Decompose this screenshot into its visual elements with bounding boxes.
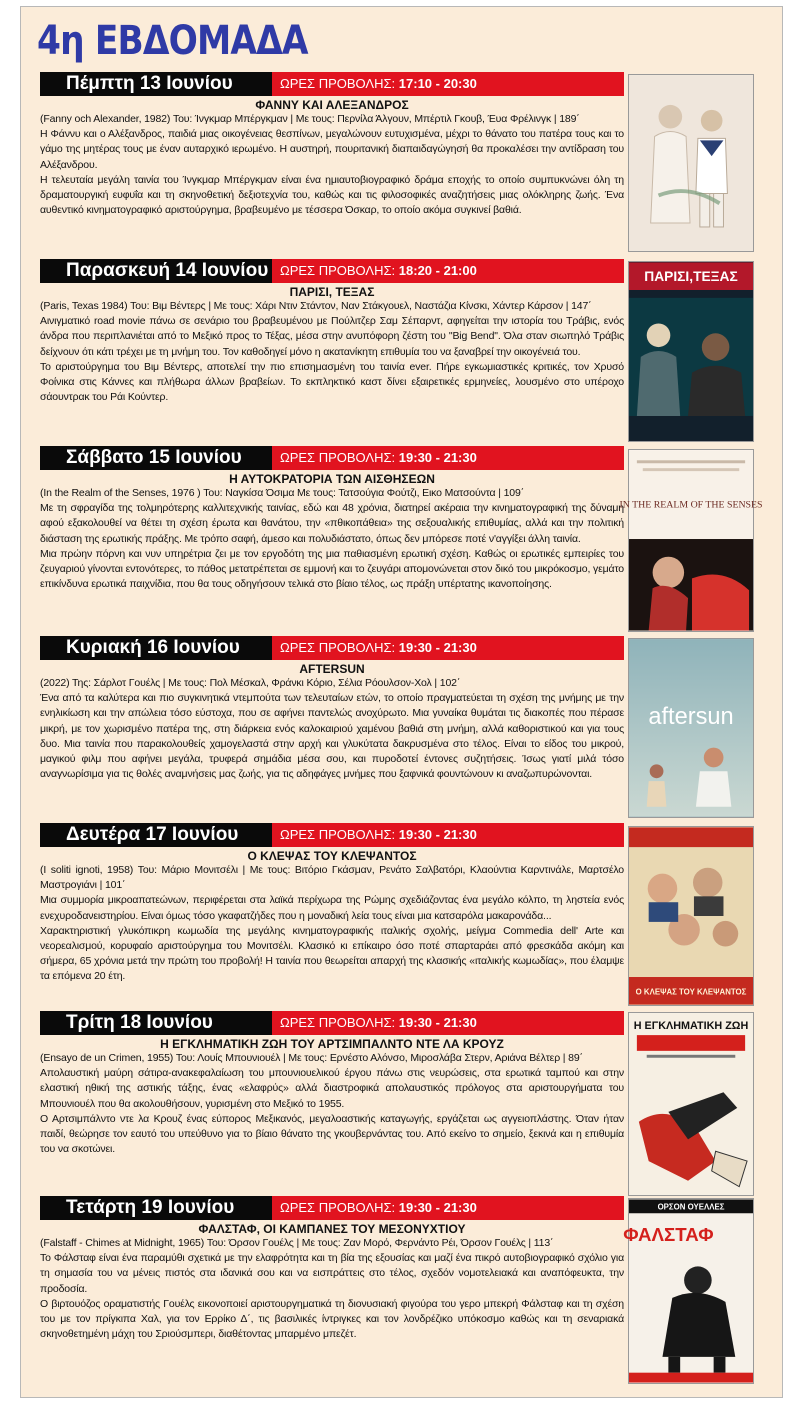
entry-header xyxy=(40,259,624,283)
film-synopsis: Αινιγματικό road movie πάνω σε σενάριο του βραβευμένου με Πούλιτζερ Σαμ Σέπαρντ, αφηγείται την ιστορία του Τράβις, ενός άνδρα που περιπλανιέται από το Μεξικό προς το Τέξας, μέσα στην ανυπόφορη ζέστη του "Big Bend". Όλα σταν σιωπηλό Τράβις δείχνουν ότι κάτι τρέχει με τη μνήμη του. Τον καθοδηγεί μόνο η ακατανίκητη επιθυμία του να ξαναβρεί την οικογένειά του. xyxy=(40,315,624,358)
screening-times xyxy=(272,72,624,96)
screening-day: Τρίτη 18 Ιουνίου xyxy=(40,1011,272,1035)
times-label: ΩΡΕΣ ΠΡΟΒΟΛΗΣ: xyxy=(280,827,396,842)
times-value: 17:10 - 20:30 xyxy=(398,76,477,91)
poster-title: IN THE REALM OF THE SENSES xyxy=(619,499,763,511)
entry-header xyxy=(40,72,624,96)
film-title: Ο ΚΛΕΨΑΣ ΤΟΥ ΚΛΕΨΑΝΤΟΣ xyxy=(247,849,417,863)
times-label: ΩΡΕΣ ΠΡΟΒΟΛΗΣ: xyxy=(280,76,396,91)
film-review: Το αριστούργημα του Βιμ Βέντερς, αποτελεί την πιο επισημασμένη του ταινία ever. Πήρε εγκωμιαστικές κριτικές, τον Χρυσό Φοίνικα στις Κάννες και πλήθωρα άλλων βραβείων. Το εκπληκτικό καστ δίνει εξαιρετικές ερμηνείες, λουσμένο στο υπέροχο σάουντρακ του Ράι Κούντερ. xyxy=(40,360,624,404)
screening-times xyxy=(272,446,624,470)
soliti-ignoti-poster xyxy=(628,826,754,1006)
screening-entry xyxy=(40,446,624,592)
screening-day: Πέμπτη 13 Ιουνίου xyxy=(40,72,272,96)
film-synopsis: Μια συμμορία μικροαπατεώνων, περιφέρεται στα λαϊκά περίχωρα της Ρώμης σχεδιάζοντας ένα μεγάλο κόλπο, τη ληστεία ενός ενεχυροδανειστηρίου. Είναι όμως τόσο γκαφατζήδες που η μοναδική λεία τους είναι μια κατσαρόλα μακαρονάδα... xyxy=(40,894,624,922)
paris-texas-poster xyxy=(628,261,754,442)
film-credits: (Paris, Texas 1984) Του: Βιμ Βέντερς | Με τους: Χάρι Ντιν Στάντον, Ναν Στάκγουελ, Ναστάζια Κίνσκι, Χάντερ Κάρσον | 147΄ xyxy=(40,300,592,312)
screening-entry xyxy=(40,259,624,405)
screening-entry xyxy=(40,1011,624,1157)
film-synopsis: Η Φάννυ και ο Αλέξανδρος, παιδιά μιας οικογένειας θεσπίνων, μεγαλώνουν ευτυχισμένα, μέχρι το θάνατο του πατέρα τους και το γάμο της μητέρας τους με έναν αυταρχικό ιερωμένο. Η αυστηρή, πουριτανική διαπαιδαγώγησή θα προκαλέσει την αντίδραση του Αλέξανδρου. xyxy=(40,128,624,171)
film-synopsis: Ένα από τα καλύτερα και πιο συγκινητικά ντεμπούτα των τελευταίων ετών, το οποίο πραγματεύεται τη σχέση της μνήμης με την ενηλικίωση και την απώλεια τόσο εύστοχα, που σε αφήνει παντελώς ανοχύρωτο. Μια γυναίκα θυμάται τις διακοπές που πέρασε μικρή, με τον χωρισμένο πατέρα της, στη διάρκεια ενός καλοκαιριού χαμένου βαθιά στη μνήμη, αλλά καθοριστικού και για τους δυο. Μια ταινία που παρακολουθείς χαμογελαστά στην αρχή και γλυκύτατα δακρυσμένα στο τέλος. Είναι το είδος του μικρού, μαγικού φιλμ που αφήνει μεγάλα, τρυφερά σημάδια μέσα σου, και πυροδοτεί έντονες συζητήσεις. Ίσως γιατί μιλά τόσο αναγνωρίσιμα για τις θολές αναμνήσεις μας ζωής, για τις αδηφάγες μνήμες που ξαφνικά φουντώνουν κι αναζωπυρώνονται. xyxy=(40,692,624,781)
film-credits: (Falstaff - Chimes at Midnight, 1965) Του: Όρσον Γουέλς | Με τους: Ζαν Μορό, Φερνάντο Ρέι, Όρσον Γουέλς | 113΄ xyxy=(40,1237,554,1249)
screening-day: Δευτέρα 17 Ιουνίου xyxy=(40,823,272,847)
entry-header xyxy=(40,1196,624,1220)
screening-times xyxy=(272,259,624,283)
falstaff-poster xyxy=(623,1198,754,1384)
ensayo-crimen-poster xyxy=(628,1012,754,1196)
entry-header xyxy=(40,823,624,847)
poster-illustration xyxy=(629,262,753,441)
times-value: 19:30 - 21:30 xyxy=(398,640,477,655)
times-value: 19:30 - 21:30 xyxy=(398,1015,477,1030)
screening-day: Τετάρτη 19 Ιουνίου xyxy=(40,1196,272,1220)
poster-illustration xyxy=(629,639,753,817)
times-label: ΩΡΕΣ ΠΡΟΒΟΛΗΣ: xyxy=(280,1015,396,1030)
screening-entry xyxy=(40,823,624,985)
entry-header xyxy=(40,1011,624,1035)
film-review: Ο βιρτουόζος οραματιστής Γουέλς εικονοποιεί αριστουργηματικά τη διονυσιακή φιγούρα του γερο μπεκρή Φάλσταφ και τη σχέση του με τον πρίγκιπα Χαλ, για τον Ερρίκο Δ΄, τις βασιλικές ίντριγκες και τον λονδρέζικο υπόκοσμο καθώς και τη σεναριακά σκηνοθετημένη μάχη του Σριούσμπερι, διαθέτοντας μπαρμένο μπεζέτ. xyxy=(40,1297,624,1341)
screening-day: Σάββατο 15 Ιουνίου xyxy=(40,446,272,470)
poster-illustration xyxy=(629,827,753,1005)
film-credits: (I soliti ignoti, 1958) Του: Μάριο Μονιτσέλι | Με τους: Βιτόριο Γκάσμαν, Ρενάτο Σαλβατόρι, Κλαούντια Καρντινάλε, Μαρτσέλο Μαστρογιάνι | 101΄ xyxy=(40,864,624,892)
film-credits: (Fanny och Alexander, 1982) Του: Ίνγκμαρ Μπέργκμαν | Με τους: Περνίλα Άλγουν, Μπέρτιλ Γκουβ, Έυα Φρέλινγκ | 189΄ xyxy=(40,113,580,125)
film-title: Η ΑΥΤΟΚΡΑΤΟΡΙΑ ΤΩΝ ΑΙΣΘΗΣΕΩΝ xyxy=(229,472,435,486)
realm-senses-poster xyxy=(619,449,763,632)
film-title: AFTERSUN xyxy=(299,662,365,676)
poster-illustration xyxy=(619,450,763,631)
times-label: ΩΡΕΣ ΠΡΟΒΟΛΗΣ: xyxy=(280,1200,396,1215)
screening-times xyxy=(272,636,624,660)
screening-entry xyxy=(40,1196,624,1342)
film-title: ΠΑΡΙΣΙ, ΤΕΞΑΣ xyxy=(289,285,375,299)
film-synopsis: Το Φάλσταφ είναι ένα παραμύθι σχετικά με την ελαφρότητα και τη βία της εξουσίας και μαζί ένα πικρό αυτοβιογραφικό σχόλιο για τη σημασία του να μένεις πιστός στα ιδανικά σου και να εισπράττεις στο τέλος, σχεδόν νομοτελειακά και αναπόφευκτα, την προδοσία. xyxy=(40,1252,624,1295)
film-credits: (2022) Της: Σάρλοτ Γουέλς | Με τους: Πολ Μέσκαλ, Φράνκι Κόριο, Σέλια Ρόουλσον-Χολ | 102΄ xyxy=(40,677,461,689)
times-label: ΩΡΕΣ ΠΡΟΒΟΛΗΣ: xyxy=(280,450,396,465)
film-title: ΦΑΝΝΥ ΚΑΙ ΑΛΕΞΑΝΔΡΟΣ xyxy=(255,98,409,112)
poster-illustration xyxy=(629,1013,753,1195)
film-review: Χαρακτηριστική γλυκόπικρη κωμωδία της μεγάλης κινηματογραφικής ιταλικής σχολής, μείγμα Commedia dell' Arte και νεορεαλισμού, κορυφαίο αριστούργημα του Μονιτσέλι. Κλασικό κι επίκαιρο όσο ποτέ σπαρταράει από φρεσκάδα ακόμη και σήμερα, 65 χρόνια μετά την πρώτη του προβολή! Η ταινία που θεωρείται απαρχή της κλασικής «ιταλικής κωμωδίας», που έλαμψε τα επόμενα 20 έτη. xyxy=(40,924,624,983)
poster-title: aftersun xyxy=(648,704,734,731)
times-value: 18:20 - 21:00 xyxy=(398,263,477,278)
film-review: Ο Αρτσιμπάλντο ντε λα Κρουζ ένας εύπορος Μεξικανός, μεγαλοαστικής καταγωγής, εργάζεται ως αγγειοπλάστης. Όταν ήταν παιδί, θεώρησε τον εαυτό του υπεύθυνο για το βίαιο θάνατο της γκουβερνάντας του. Από εκείνο το σημείο, ξεκινά και η επιθυμία του να σκοτώνει. xyxy=(40,1112,624,1156)
week-title: 4η ΕΒΔΟΜΑΔΑ xyxy=(37,18,308,64)
times-label: ΩΡΕΣ ΠΡΟΒΟΛΗΣ: xyxy=(280,263,396,278)
film-title: Η ΕΓΚΛΗΜΑΤΙΚΗ ΖΩΗ ΤΟΥ ΑΡΤΣΙΜΠΑΛΝΤΟ ΝΤΕ ΛΑ ΚΡΟΥΖ xyxy=(160,1037,504,1051)
film-synopsis: Με τη σφραγίδα της τολμηρότερης καλλιτεχνικής ταινίας, εδώ και 48 χρόνια, διατηρεί ακέραια την κινηματογραφική της δύναμη αφού εξακολουθεί να θέτει τη σχέση έρωτα και θανάτου, την «πθικοπάθεια» της σεξουαλικής επιθυμίας, αλλά και την πολιτική διάσταση της ερωτικής πράξης. Με τρόπο σαφή, άμεσο και πολυδιάστατο, όπως δεν μπόρεσε ποτέ ν'αγγίξει άλλη ταινία. xyxy=(40,502,624,545)
times-value: 19:30 - 21:30 xyxy=(398,827,477,842)
screening-times xyxy=(272,1196,624,1220)
aftersun-poster xyxy=(628,638,754,818)
entry-header xyxy=(40,446,624,470)
times-value: 19:30 - 21:30 xyxy=(398,450,477,465)
poster-title: Η ΕΓΚΛΗΜΑΤΙΚΗ ΖΩΗ xyxy=(633,1020,749,1033)
screening-times xyxy=(272,1011,624,1035)
screening-times xyxy=(272,823,624,847)
entry-header xyxy=(40,636,624,660)
times-label: ΩΡΕΣ ΠΡΟΒΟΛΗΣ: xyxy=(280,640,396,655)
film-review: Η τελευταία μεγάλη ταινία του Ίνγκμαρ Μπέργκμαν είναι ένα ημιαυτοβιογραφικό δράμα εποχής το οποίο συμπυκνώνει όλη τη δραματουργική ευφυΐα και τη σκηνοθετική δεξιοτεχνία του, καθώς και τις φιλοσοφικές αναζητήσεις μιας ολόκληρης ζωής. Ένα αυθεντικό κινηματογραφικό αριστούργημα, βραβευμένο με τέσσερα Όσκαρ, το οποίο ακόμα συγκινεί βαθιά. xyxy=(40,173,624,217)
screening-day: Παρασκευή 14 Ιουνίου xyxy=(40,259,272,283)
poster-title: ΦΑΛΣΤΑΦ xyxy=(623,1223,714,1245)
film-review: Μια πρώην πόρνη και νυν υπηρέτρια ζει με τον εργοδότη της μια παθιασμένη ερωτική σχέση. Καθώς οι ερωτικές εμπειρίες του ζευγαριού γίνονται εντονότερες, το πάθος μετατρέπεται σε εμμονή και το ζευγάρι απομονώνεται στον δικό του μικρόκοσμο, γεμάτο επικίνδυνα ερωτικά παιχνίδια, που θα τους οδηγήσουν τελικά στο βίαιο τέλος, ως πράξη υπέρτατης ικανοποίησης. xyxy=(40,547,624,591)
poster-title: ΠΑΡΙΣΙ,ΤΕΞΑΣ xyxy=(644,269,738,285)
poster-title: Ο ΚΛΕΨΑΣ ΤΟΥ ΚΛΕΨΑΝΤΟΣ xyxy=(635,987,747,997)
screening-entry xyxy=(40,72,624,218)
film-credits: (Ensayo de un Crimen, 1955) Του: Λουίς Μπουνιουέλ | Με τους: Ερνέστο Αλόνσο, Μιροσλάβα Στερν, Αριάνα Βέλτερ | 89΄ xyxy=(40,1052,583,1064)
screening-day: Κυριακή 16 Ιουνίου xyxy=(40,636,272,660)
times-value: 19:30 - 21:30 xyxy=(398,1200,477,1215)
fanny-alexander-poster xyxy=(628,74,754,252)
poster-illustration xyxy=(623,1199,753,1383)
film-credits: (In the Realm of the Senses, 1976 ) Του: Ναγκίσα Όσιμα Με τους: Τατσούγια Φούτζι, Εικο Ματσούντα | 109΄ xyxy=(40,487,524,499)
screening-entry xyxy=(40,636,624,782)
film-title: ΦΑΛΣΤΑΦ, ΟΙ ΚΑΜΠΑΝΕΣ ΤΟΥ ΜΕΣΟΝΥΧΤΙΟΥ xyxy=(198,1222,466,1236)
poster-subtitle: ΟΡΣΟΝ ΟΥΕΛΛΕΣ xyxy=(657,1202,725,1212)
poster-illustration xyxy=(629,75,753,251)
film-synopsis: Απολαυστική μαύρη σάτιρα-ανακεφαλαίωση του μπουνιουελικού έργου πάνω στις νευρώσεις, στα ερωτικά ταμπού και στην ελαστική ηθική της αστικής τάξης, ένας «ελαφρύς» αλλά διαστροφικά απολαυστικός πρόλογος στα αριστουργήματα του Μπουνιουέλ που θα ακολουθήσουν, γυρισμένη στο Μεξικό το 1955. xyxy=(40,1067,624,1110)
